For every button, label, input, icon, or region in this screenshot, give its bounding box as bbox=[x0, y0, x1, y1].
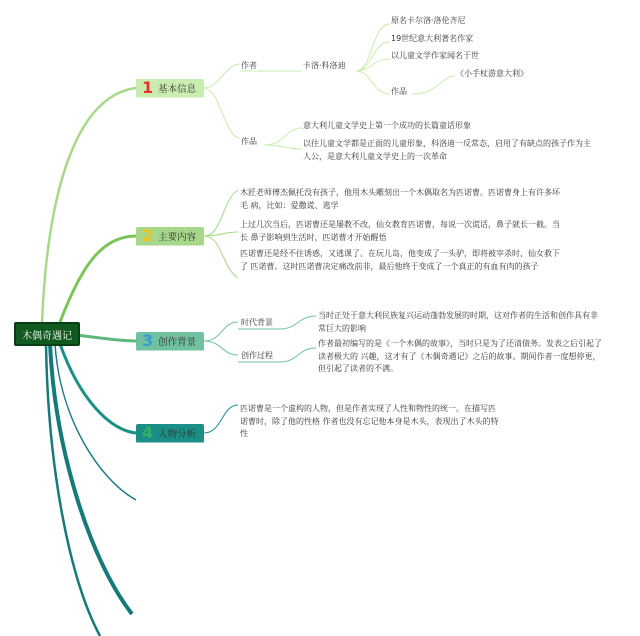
branch-label: 主要内容 bbox=[158, 232, 197, 243]
node-works-label[interactable]: 作品 bbox=[391, 87, 407, 96]
node-author-label[interactable]: 作者 bbox=[241, 61, 257, 70]
node-content-paragraph[interactable]: 木匠老师傅杰佩托没有孩子，他用木头雕刻出一个木偶取名为匹诺曹。匹诺曹身上有许多坏毛 病，比如：爱撒谎、逃学 bbox=[240, 188, 560, 210]
node-work-fact[interactable]: 以往儿童文学都是正面的儿童形象，科洛迪一反常态，启用了有缺点的孩子作为主人公，是意大利儿童文学史上的一次革命 bbox=[303, 139, 591, 161]
branch-label: 基本信息 bbox=[158, 84, 197, 95]
node-process-label[interactable]: 创作过程 bbox=[241, 351, 273, 360]
node-author-fact[interactable]: 原名卡尔洛·洛伦齐尼 bbox=[391, 16, 466, 25]
node-work-label[interactable]: 作品 bbox=[241, 137, 257, 146]
node-author-name[interactable]: 卡洛·科洛迪 bbox=[303, 61, 346, 70]
branch-number: 2 bbox=[142, 226, 154, 245]
branch-character-analysis[interactable] bbox=[136, 424, 204, 442]
branch-number: 4 bbox=[142, 423, 154, 442]
branch-number: 1 bbox=[142, 78, 154, 97]
link-root-branch6 bbox=[50, 344, 132, 614]
node-content-paragraph[interactable]: 上过几次当后，匹诺曹还是屡教不改，仙女教育匹诺曹，每说一次谎话，鼻子就长一截。当长 鼻子影响到生活时，匹诺曹才开始醒悟 bbox=[240, 220, 560, 242]
node-era-label[interactable]: 时代背景 bbox=[241, 318, 273, 327]
branch-label: 人物分析 bbox=[158, 429, 197, 440]
node-works-item[interactable]: 《小手杖游意大利》 bbox=[456, 69, 528, 78]
node-content-paragraph[interactable]: 匹诺曹还是经不住诱惑，又逃课了。在玩儿岛，他变成了一头驴，即将被宰杀时，仙女救下了 匹诺曹。这时匹诺曹决定痛改前非，最后他终于变成了一个真正的有血有肉的孩子 bbox=[240, 249, 560, 271]
node-author-fact[interactable]: 以儿童文学作家闻名于世 bbox=[391, 51, 479, 60]
branch-number: 3 bbox=[142, 331, 154, 350]
branch-creation-background[interactable] bbox=[136, 332, 204, 350]
node-author-fact[interactable]: 19世纪意大利著名作家 bbox=[391, 34, 474, 43]
branch-main-content[interactable] bbox=[136, 227, 204, 245]
link-root-branch3 bbox=[76, 335, 136, 341]
link-root-branch4 bbox=[60, 344, 136, 433]
branch-basic-info[interactable] bbox=[136, 79, 204, 97]
root-label: 木偶奇遇记 bbox=[22, 330, 72, 342]
node-analysis-text[interactable]: 匹诺曹是一个虚构的人物，但是作者实现了人性和物性的统一。在描写匹诺曹时，除了他的性格 作者也没有忘记他本身是木头，表现出了木头的特性 bbox=[240, 404, 499, 438]
branch-label: 创作背景 bbox=[158, 337, 197, 348]
node-process-text[interactable]: 作者最初编写的是《一个木偶的故事》，当时只是为了还清债务。发表之后引起了读者极大的 兴趣，这才有了《木偶奇遇记》之后的故事。期间作者一度想停更，但引起了读者的不满。 bbox=[318, 339, 602, 373]
node-work-fact[interactable]: 意大利儿童文学史上第一个成功的长篇童话形象 bbox=[303, 121, 471, 130]
root-node[interactable] bbox=[14, 322, 80, 346]
link-root-branch5 bbox=[55, 344, 136, 500]
link-root-branch1 bbox=[42, 88, 136, 322]
node-era-text[interactable]: 当时正处于意大利民族复兴运动蓬勃发展的时期，这对作者的生活和创作具有非常巨大的影响 bbox=[318, 311, 598, 333]
link-root-branch2 bbox=[60, 236, 136, 322]
